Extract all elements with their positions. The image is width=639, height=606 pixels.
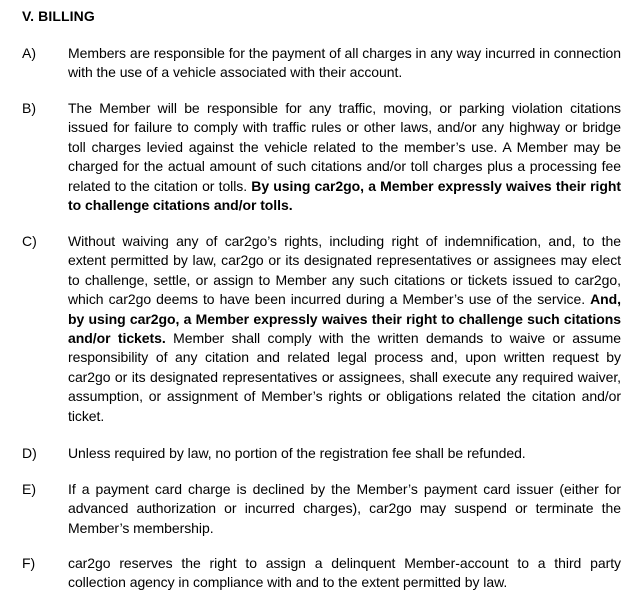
clause-label: D) bbox=[22, 445, 37, 461]
clause-text: Unless required by law, no portion of the registration fee shall be refunded. bbox=[68, 445, 526, 461]
clause-label: A) bbox=[22, 45, 36, 61]
clause-label: C) bbox=[22, 233, 37, 249]
clause-text: The Member will be responsible for any traffic, moving, or parking violation citations issued for failure to comply with traffic rules or other laws, and/or any highway or bridge toll charges levied against the vehicle related to the member’s use. A Member may be charged for the actual amount of such citations and/or toll charges plus a processing fee related to the citation or tolls. By using car2go, a Member expressly waives their right to challenge citations and/or tolls. bbox=[68, 100, 621, 214]
clause-text: Without waiving any of car2go’s rights, including right of indemnification, and, to the extent permitted by law, car2go or its designated representatives or assignees may elect to challenge, settle, or assign to Member any such citations or tickets issued to car2go, which car2go deems to have been incurred during a Member’s use of the service. And, by using car2go, a Member expressly waives their right to challenge such citations and/or tickets. Member shall comply with the written demands to waive or assume responsibility of any citation and related legal process and, upon written request by car2go or its designated representatives or assignees, shall execute any required waiver, assumption, or assignment of Member’s rights or obligations related the citation and/or ticket. bbox=[68, 233, 621, 424]
clause-label: B) bbox=[22, 100, 36, 116]
clause-label: E) bbox=[22, 481, 36, 497]
clause-text: If a payment card charge is declined by the Member’s payment card issuer (either for advanced authorization or incurred charges), car2go may suspend or terminate the Member’s membership. bbox=[68, 481, 621, 536]
clause-bold-text: By using car2go, a Member expressly waives their right to challenge citations and/or tolls. bbox=[68, 177, 621, 214]
clause-bold-text: And, by using car2go, a Member expressly waives their right to challenge such citations and/or tickets. bbox=[68, 291, 621, 347]
section-heading: V. BILLING bbox=[22, 8, 95, 24]
clause-label: F) bbox=[22, 555, 36, 571]
clause-text: Members are responsible for the payment of all charges in any way incurred in connection with the use of a vehicle associated with their account. bbox=[68, 45, 621, 81]
clause-text: car2go reserves the right to assign a delinquent Member-account to a third party collection agency in compliance with and to the extent permitted by law. bbox=[68, 555, 621, 591]
